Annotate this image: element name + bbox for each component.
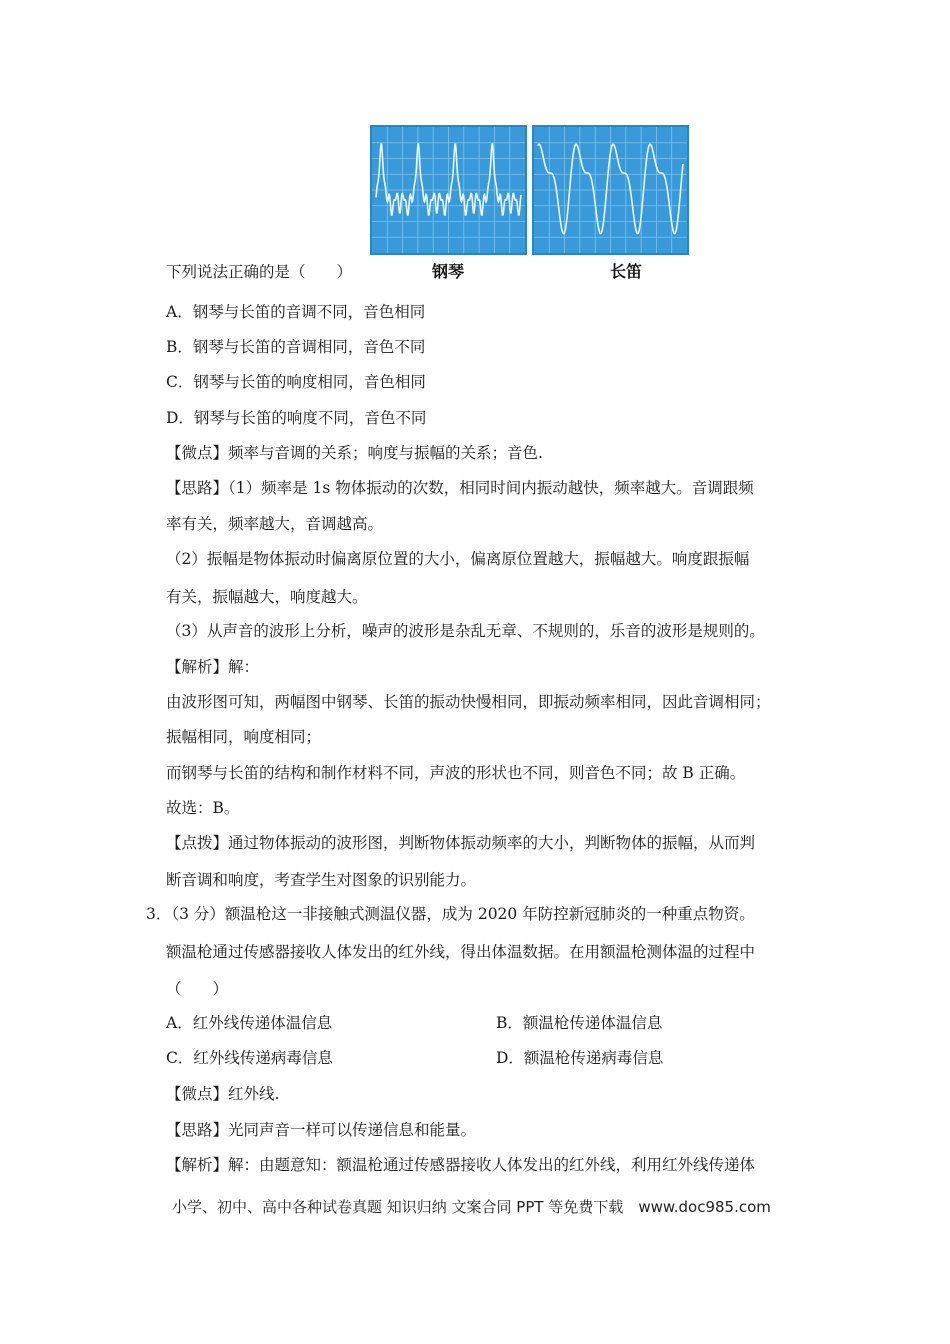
q2-silu-1a: 【思路】（1）频率是 1s 物体振动的次数，相同时间内振动越快，频率越大。音调跟频 (166, 479, 754, 497)
flute-waveform-panel (532, 125, 689, 255)
q3-stem-1: 3．（3 分）额温枪这一非接触式测温仪器，成为 2020 年防控新冠肺炎的一种重点物资。 (146, 905, 755, 923)
piano-caption: 钢琴 (432, 262, 465, 281)
q3-stem-3: （ ） (166, 980, 229, 998)
q2-jiexi: 【解析】解： (166, 658, 260, 676)
q2-silu-1b: 率有关，频率越大，音调越高。 (166, 515, 384, 533)
q2-option-a: A．钢琴与长笛的音调不同，音色相同 (166, 303, 426, 321)
page-footer: 小学、初中、高中各种试卷真题 知识归纳 文案合同 PPT 等免费下载 www.doc985.com (172, 1198, 771, 1216)
q2-silu-2b: 有关，振幅越大，响度越大。 (166, 588, 368, 606)
flute-caption: 长笛 (610, 262, 643, 281)
q2-option-b: B．钢琴与长笛的音调相同，音色不同 (166, 338, 426, 356)
q3-option-c: C．红外线传递病毒信息 (166, 1049, 333, 1067)
q3-option-a: A．红外线传递体温信息 (166, 1014, 333, 1032)
q3-stem-2: 额温枪通过传感器接收人体发出的红外线，得出体温数据。在用额温枪测体温的过程中 (166, 943, 756, 961)
q2-answer: 故选：B。 (166, 799, 240, 817)
flute-waveform (534, 127, 687, 253)
q2-silu-3: （3）从声音的波形上分析，噪声的波形是杂乱无章、不规则的，乐音的波形是规则的。 (166, 622, 765, 640)
q3-option-b: B．额温枪传递体温信息 (496, 1014, 663, 1032)
piano-waveform (372, 127, 525, 253)
q2-weidian: 【微点】频率与音调的关系；响度与振幅的关系；音色. (166, 444, 543, 462)
q3-weidian: 【微点】红外线. (166, 1085, 280, 1103)
q2-jiexi-2: 振幅相同，响度相同； (166, 728, 322, 746)
q2-option-c: C．钢琴与长笛的响度相同，音色相同 (166, 373, 426, 391)
q3-jiexi: 【解析】解：由题意知：额温枪通过传感器接收人体发出的红外线，利用红外线传递体 (166, 1156, 756, 1174)
q2-dianbo-b: 断音调和响度，考查学生对图象的识别能力。 (166, 871, 477, 889)
q2-prompt: 下列说法正确的是（ ） (166, 263, 353, 281)
q2-option-d: D．钢琴与长笛的响度不同，音色不同 (166, 409, 427, 427)
q3-silu: 【思路】光同声音一样可以传递信息和能量。 (166, 1121, 477, 1139)
waveform-figure (370, 125, 692, 281)
q3-option-d: D．额温枪传递病毒信息 (496, 1049, 664, 1067)
piano-waveform-panel (370, 125, 527, 255)
q2-dianbo-a: 【点拨】通过物体振动的波形图，判断物体振动频率的大小，判断物体的振幅，从而判 (166, 834, 756, 852)
q2-silu-2a: （2）振幅是物体振动时偏离原位置的大小，偏离原位置越大，振幅越大。响度跟振幅 (166, 550, 750, 568)
q2-jiexi-1: 由波形图可知，两幅图中钢琴、长笛的振动快慢相同，即振动频率相同，因此音调相同； (166, 693, 771, 711)
q2-jiexi-3: 而钢琴与长笛的结构和制作材料不同，声波的形状也不同，则音色不同；故 B 正确。 (166, 764, 746, 782)
